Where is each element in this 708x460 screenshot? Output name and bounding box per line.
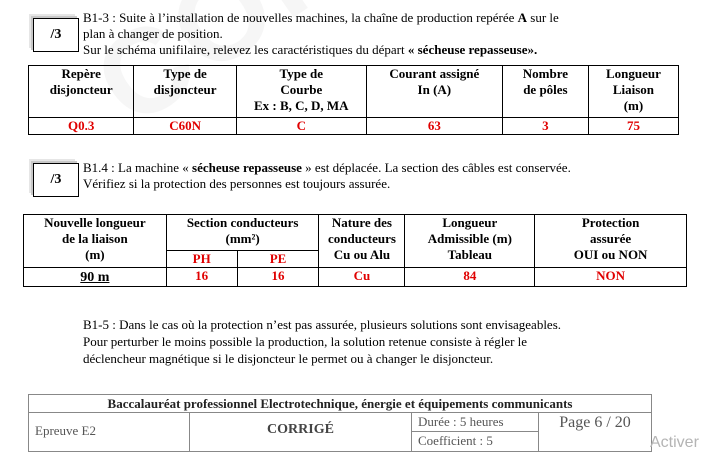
footer-title: Baccalauréat professionnel Electrotechnique, énergie et équipements communicants (29, 395, 651, 413)
text-bold: sécheuse repasseuse (192, 160, 302, 175)
text: » est déplacée. La section des câbles est conservée. (301, 160, 571, 175)
answer-cell-length (24, 268, 167, 287)
question-line: Vérifiez si la protection des personnes est toujours assurée. (83, 176, 391, 191)
footer-page: Page 6 / 20 (559, 414, 631, 431)
text-bold: « sécheuse repasseuse». (407, 42, 538, 57)
header-cell: Nombre de pôles (502, 66, 588, 118)
header-cell: Nature des conducteurs Cu ou Alu (319, 215, 405, 268)
footer-duration-cell (412, 413, 539, 451)
header-cell: Nouvelle longueur de la liaison (m) (24, 215, 167, 268)
table-row (24, 268, 687, 287)
table-b14 (23, 214, 687, 287)
header-cell: Section conducteurs (mm²) (166, 215, 319, 251)
footer-corrige: CORRIGÉ (267, 422, 334, 437)
question-b13 (83, 10, 693, 58)
header-cell: Type de Courbe Ex : B, C, D, MA (236, 66, 366, 118)
header-cell: Longueur Liaison (m) (588, 66, 678, 118)
text: B1-3 : Suite à l’installation de nouvelles machines, la chaîne de production repérée (83, 10, 518, 25)
score-box-b14 (33, 163, 79, 197)
header-cell: Courant assigné In (A) (366, 66, 502, 118)
page-footer (28, 394, 652, 452)
header-cell: Longueur Admissible (m) Tableau (405, 215, 535, 268)
answer-cell: C60N (134, 118, 236, 135)
header-cell-ph: PH (166, 251, 237, 268)
text: Sur le schéma unifilaire, relevez les caractéristiques du départ (83, 42, 408, 57)
question-line (83, 10, 693, 26)
answer-cell: 63 (366, 118, 502, 135)
text: sur le (527, 10, 559, 25)
answer-cell: C (236, 118, 366, 135)
answer-cell: 16 (237, 268, 319, 287)
table-header-row (24, 215, 687, 251)
answer-cell: 75 (588, 118, 678, 135)
question-line: Pour perturber le moins possible la production, la solution retenue consiste à régler le (83, 334, 528, 349)
question-line: plan à changer de position. (83, 26, 223, 41)
activation-overlay-text: Activer (650, 434, 699, 451)
answer-cell: 16 (166, 268, 237, 287)
table-header-row (29, 66, 679, 118)
length-value: 90 m (80, 269, 110, 285)
text: B1.4 : La machine « (83, 160, 193, 175)
score-box-b13 (33, 18, 79, 52)
header-cell-pe: PE (237, 251, 319, 268)
score-label: /3 (50, 27, 62, 42)
question-b15 (83, 316, 693, 367)
footer-duree-box (412, 413, 538, 432)
header-cell: Protection assurée OUI ou NON (535, 215, 687, 268)
question-line (83, 42, 693, 58)
question-line: déclencheur magnétique si le disjoncteur le permet ou à changer le disjoncteur. (83, 351, 494, 366)
footer-epreuve-cell (29, 413, 190, 451)
footer-epreuve: Epreuve E2 (35, 423, 97, 438)
answer-cell: Q0.3 (29, 118, 134, 135)
answer-cell: NON (535, 268, 687, 287)
table-b13 (28, 65, 679, 135)
header-cell: Type de disjoncteur (134, 66, 236, 118)
footer-page-cell (539, 413, 651, 451)
text-bold: A (517, 10, 528, 25)
answer-cell: 3 (502, 118, 588, 135)
footer-coefficient: Coefficient : 5 (418, 433, 493, 448)
answer-cell: Cu (319, 268, 405, 287)
question-line (83, 160, 693, 176)
footer-corrige-cell (190, 413, 412, 451)
answer-cell: 84 (405, 268, 535, 287)
footer-duree: Durée : 5 heures (418, 414, 504, 429)
header-cell: Repère disjoncteur (29, 66, 134, 118)
question-b14 (83, 160, 693, 192)
question-line: B1-5 : Dans le cas où la protection n’est pas assurée, plusieurs solutions sont envisageables. (83, 317, 562, 332)
score-label: /3 (50, 172, 62, 187)
table-row (29, 118, 679, 135)
